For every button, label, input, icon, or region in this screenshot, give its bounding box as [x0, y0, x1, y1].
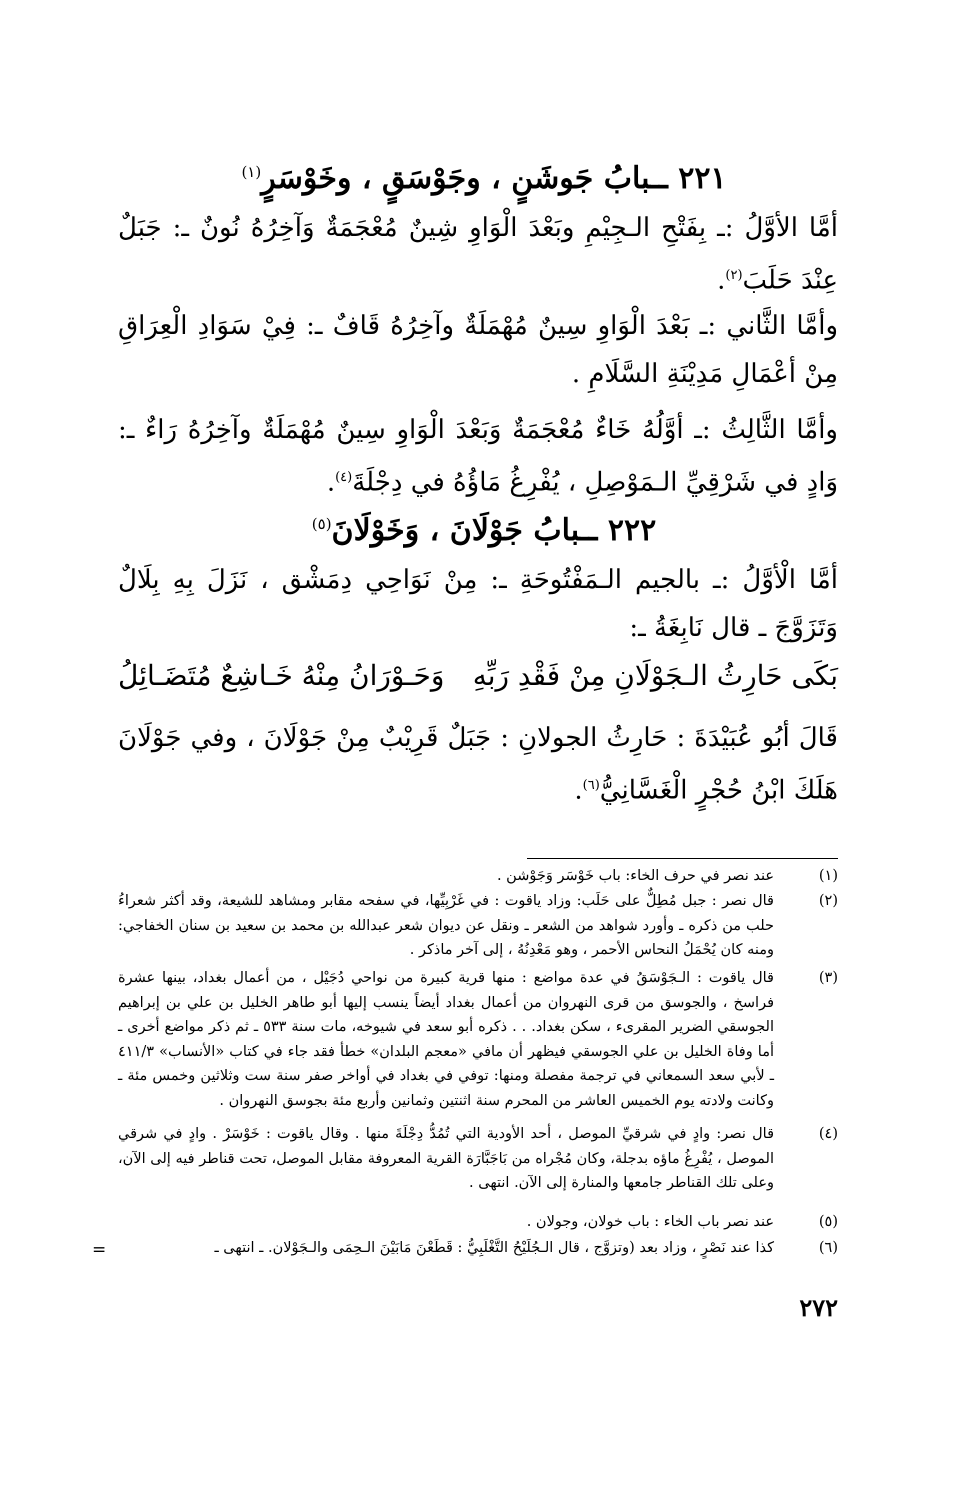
- paragraph-end: .: [326, 467, 336, 498]
- footnote-text: قال نصر : جبل مُطِلٌّ على حَلَب: وزاد ياقوت : في غَرْبِيِّها، في سفحه مقابر ومشاهد للشيعة، وقد أكثر شعراءُ حلب من ذكره ـ وأورد شواهد من الشعر ـ ونقل عن ديوان شعر عبدالله بن محمد بن سعيد بن سنان الخفاجي: ومنه كان يُحْمَلُ النحاس الأحمر ، وهو مَعْدِنُهُ ، إلى آخر ماذكر .: [118, 893, 774, 958]
- paragraph-text: أمَّا الْأوَّلُ :ـ بالجيم الـمَفْتُوحَةِ ـ: مِنْ نَوَاحِي دِمَشْق ، نَزَلَ بِهِ بِلَالٌ وَتَزَوَّجَ ـ قال نَابِغَةُ ـ:: [118, 565, 838, 643]
- chapter-title: بابُ جَوْلَانَ ، وَخَوْلَانَ: [331, 513, 580, 548]
- page-number: ٢٧٢: [799, 1293, 838, 1322]
- footnote-number: (٢): [818, 893, 838, 909]
- footnote-text: كذا عند نَصْرٍ ، وزاد بعد (وتزوَّج ، قال الـجُلَيْحُ التَّغْلَبِيُّ : قَطَعْنَ مَابَيْنَ الـحِمَى والـجَوْلان. ـ انتهى ـ: [214, 1240, 774, 1256]
- paragraph-text: قَالَ أبُو عُبَيْدَةَ : حَارِثُ الجولانِ : جَبَلٌ قَرِيْبٌ مِنْ جَوْلَانَ ، وفي جَوْلَانَ هَلَكَ ابْنُ حُجْرٍ الْغَسَّانِيُّ: [118, 723, 838, 806]
- heading-dash: ــ: [650, 161, 668, 196]
- footnote-number: (٥): [818, 1214, 838, 1230]
- footnote: [118, 966, 838, 1113]
- paragraph-end: .: [574, 775, 583, 806]
- footnote-text: عند نصر باب الخاء : باب خولان، وجولان .: [526, 1214, 774, 1230]
- paragraph-jawsaq: [118, 302, 838, 398]
- paragraph-text: أمَّا الأوَّلُ :ـ بِفَتْحِ الـجِيْمِ وبَعْدَ الْوَاوِ شِينٌ مُعْجَمَةٌ وَآخِرُهُ نُونٌ ـ: جَبَلٌ عِنْدَ حَلَبَ: [118, 213, 838, 296]
- footnote: [118, 889, 838, 963]
- footnote: [118, 1122, 838, 1196]
- footnote-number: (٦): [818, 1240, 838, 1256]
- poetry-verse: [118, 652, 838, 700]
- continuation-mark: =: [92, 1240, 107, 1260]
- footnote: [118, 1236, 838, 1261]
- paragraph-jawshan: [118, 204, 838, 305]
- paragraph-khawsar: [118, 406, 838, 507]
- footnote-ref: (٢): [725, 268, 743, 283]
- verse-first-hemistich: بَكَى حَارِثُ الـجَوْلَانِ مِنْ فَقْدِ رَبِّهِ: [472, 659, 838, 692]
- paragraph-abu-ubayda: [118, 714, 838, 815]
- chapter-heading-221: [0, 152, 968, 199]
- chapter-heading-222: [0, 504, 968, 551]
- footnote-ref: (٤): [335, 470, 353, 485]
- paragraph-text: وأمَّا الثَّاني :ـ بَعْدَ الْوَاوِ سِينٌ مُهْمَلَةٌ وآخِرُهُ قَافٌ ـ: فِيْ سَوَادِ الْعِرَاقِ مِنْ أعْمَالِ مَدِيْنَةِ السَّلَامِ .: [118, 311, 838, 389]
- chapter-number: ٢٢١: [678, 161, 727, 196]
- footnote-ref: (١): [241, 163, 262, 181]
- footnote-text: قال نصر: وادٍ في شرقيِّ الموصل ، أحد الأودية التي تُمُدُّ دِجْلَةَ منها . وقال ياقوت : خَوْسَرْ . وادٍ في شرقي الموصل ، يُفْرِغُ ماؤه بدجلة، وكان مُجْراه من بَاجَبَّارَة القرية المعروفة مقابل الموصل، تحت قناطر فيه إلى الآن، وعلى تلك القناطر جامعها والمنارة إلى الآن. انتهى .: [118, 1126, 774, 1191]
- footnote-text: عند نصر في حرف الخاء: باب خَوْسَر وَجَوْشن .: [496, 868, 774, 884]
- chapter-number: ٢٢٢: [607, 513, 657, 548]
- footnote-text: قال ياقوت : الـجَوْسَقُ في عدة مواضع : منها قرية كبيرة من نواحي دُجَيْل ، من أعمال بغداد، بينها عشرة فراسخ ، والجوسق من قرى النهروان من أعمال بغداد أيضاً ينسب إليها أبو طاهر الخليل بن علي بن إبراهيم الجوسقي الضرير المقرىء ، سكن بغداد. . . ذكره أبو سعد في شيوخه، مات سنة ٥٣٣ ـ ثم ذكر مواضع أخرى ـ أما وفاة الخليل بن علي الجوسقي فيظهر أن مافي «معجم البلدان» خطأ فقد جاء في كتاب «الأنساب» ٤١١/٣ ـ لأبي سعد السمعاني في ترجمة مفصلة ومنها: توفي في بغداد في أواخر صفر سنة ست وثلاثين وخمس مئة ـ وكانت ولادته يوم الخميس العاشر من المحرم سنة اثنتين وثمانين وأربع مئة بجوسق النهروان .: [118, 970, 775, 1109]
- footnote: [118, 864, 838, 889]
- heading-dash: ــ: [579, 513, 598, 548]
- footnote-number: (٤): [818, 1126, 838, 1142]
- paragraph-jawlan: [118, 556, 838, 652]
- verse-second-hemistich: وَحَـوْرَانُ مِنْهُ خَـاشِعٌ مُتَضَـائِلُ: [118, 659, 445, 692]
- paragraph-text: وأمَّا الثَّالِثُ :ـ أوَّلُهُ خَاءٌ مُعْجَمَةٌ وَبَعْدَ الْوَاوِ سِينٌ مُهْمَلَةٌ وآخِرُهُ رَاءٌ ـ: وَادٍ في شَرْقِيِّ الـمَوْصِلِ ، يُفْرِغُ مَاؤُهُ في دِجْلَةَ: [118, 415, 838, 498]
- footnote-separator: [527, 858, 838, 859]
- footnote-number: (١): [818, 868, 838, 884]
- footnote-ref: (٦): [582, 778, 600, 793]
- footnote: [118, 1210, 838, 1235]
- footnote-ref: (٥): [311, 515, 332, 533]
- paragraph-end: .: [717, 265, 726, 296]
- footnote-number: (٣): [818, 970, 838, 986]
- chapter-title: بابُ جَوشَنٍ ، وجَوْسَقٍ ، وخَوْسَرٍ: [261, 161, 651, 196]
